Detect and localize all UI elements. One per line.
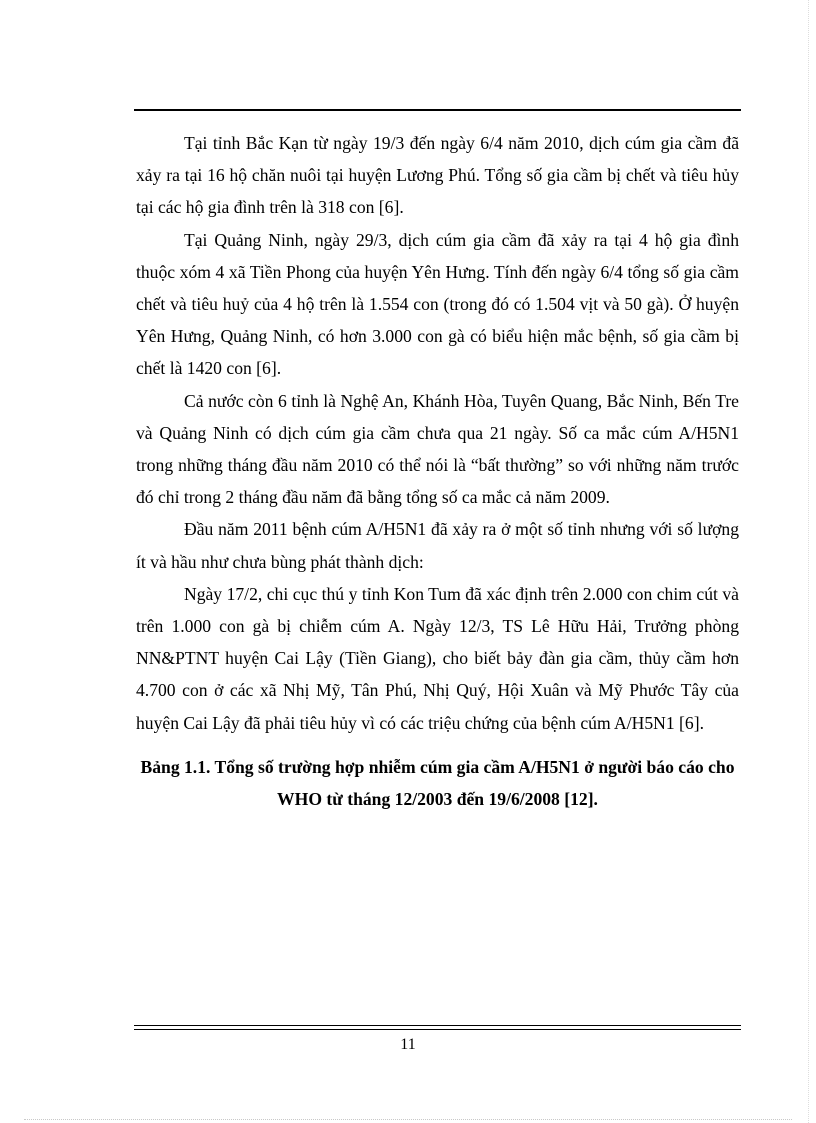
page-number: 11 (400, 1036, 416, 1053)
page-edge-dotted-line (24, 1119, 792, 1120)
table-caption: Bảng 1.1. Tổng số trường hợp nhiễm cúm gia cầm A/H5N1 ở người báo cáo cho WHO từ tháng 12/2003 đến 19/6/2008 [12]. (140, 756, 735, 810)
paragraph-national-outbreak: Cả nước còn 6 tỉnh là Nghệ An, Khánh Hòa, Tuyên Quang, Bắc Ninh, Bến Tre và Quảng Ninh có dịch cúm gia cầm chưa qua 21 ngày. Số ca mắc cúm A/H5N1 trong những tháng đầu năm 2010 có thể nói là “bất thường” so với những năm trước đó chỉ trong 2 tháng đầu năm đã bằng tổng số ca mắc cả năm 2009. (136, 390, 739, 508)
paragraph-early-2011: Đầu năm 2011 bệnh cúm A/H5N1 đã xảy ra ở một số tỉnh nhưng với số lượng ít và hầu như chưa bùng phát thành dịch: (136, 519, 739, 572)
paragraph-bac-kan: Tại tỉnh Bắc Kạn từ ngày 19/3 đến ngày 6/4 năm 2010, dịch cúm gia cầm đã xảy ra tại 16 hộ chăn nuôi tại huyện Lương Phú. Tổng số gia cầm bị chết và tiêu hủy tại các hộ gia đình trên là 318 con [6]. (136, 133, 739, 218)
body-text (136, 127, 739, 815)
paragraph-quang-ninh: Tại Quảng Ninh, ngày 29/3, dịch cúm gia cầm đã xảy ra tại 4 hộ gia đình thuộc xóm 4 xã Tiền Phong của huyện Yên Hưng. Tính đến ngày 6/4 tổng số gia cầm chết và tiêu huỷ của 4 hộ trên là 1.554 con (trong đó có 1.504 vịt và 50 gà). Ở huyện Yên Hưng, Quảng Ninh, có hơn 3.000 con gà có biểu hiện mắc bệnh, số gia cầm bị chết là 1420 con [6]. (136, 229, 739, 379)
header-rule (134, 109, 741, 111)
page-side-dotted-line (808, 0, 809, 1123)
footer-rule (134, 1025, 741, 1030)
paragraph-kon-tum: Ngày 17/2, chi cục thú y tỉnh Kon Tum đã xác định trên 2.000 con chim cút và trên 1.000 con gà bị chiễm cúm A. Ngày 12/3, TS Lê Hữu Hải, Trưởng phòng NN&PTNT huyện Cai Lậy (Tiền Giang), cho biết bảy đàn gia cầm, thủy cầm hơn 4.700 con ở các xã Nhị Mỹ, Tân Phú, Nhị Quý, Hội Xuân và Mỹ Phước Tây của huyện Cai Lậy đã phải tiêu hủy vì có các triệu chứng của bệnh cúm A/H5N1 [6]. (136, 583, 739, 733)
